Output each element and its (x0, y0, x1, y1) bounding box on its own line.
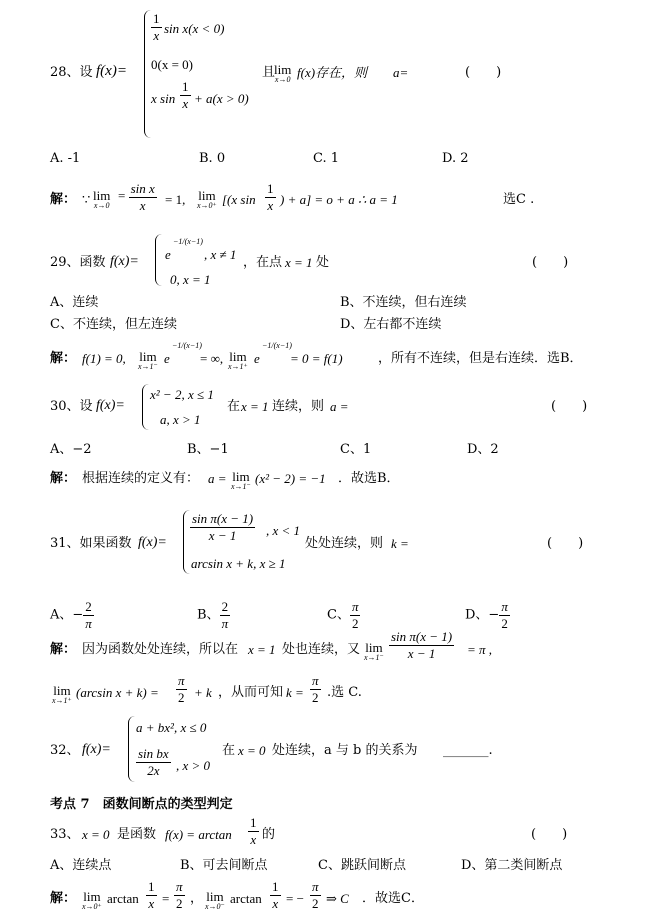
section-title: 考点 7 函数间断点的类型判定 (50, 797, 233, 812)
q28-option-d: D. 2 (442, 151, 469, 166)
q32-answer-blank[interactable]: _______. (443, 743, 493, 758)
q28-number: 28、设 (50, 65, 93, 80)
q28-case2: 0(x = 0) (151, 57, 193, 72)
q28-condition: 且 (262, 65, 276, 80)
q28-option-a: A. -1 (50, 151, 81, 166)
q28-paren: ( ) (465, 65, 502, 80)
q28-func: f(x)= (96, 63, 127, 79)
q28-case3: x sin (151, 91, 176, 106)
q28-cond-tail: f(x)存在，则 (297, 65, 368, 80)
q28-case1: sin x(x < 0) (164, 21, 225, 36)
q28-answer: 选C . (503, 192, 535, 207)
q28-brace (144, 10, 151, 138)
q28-option-b: B. 0 (199, 151, 226, 166)
q28-solution-label: 解： (50, 192, 77, 207)
q28-var: a= (393, 65, 409, 80)
q28-option-c: C. 1 (313, 151, 340, 166)
q28-case3-tail: + a(x > 0) (194, 91, 249, 106)
